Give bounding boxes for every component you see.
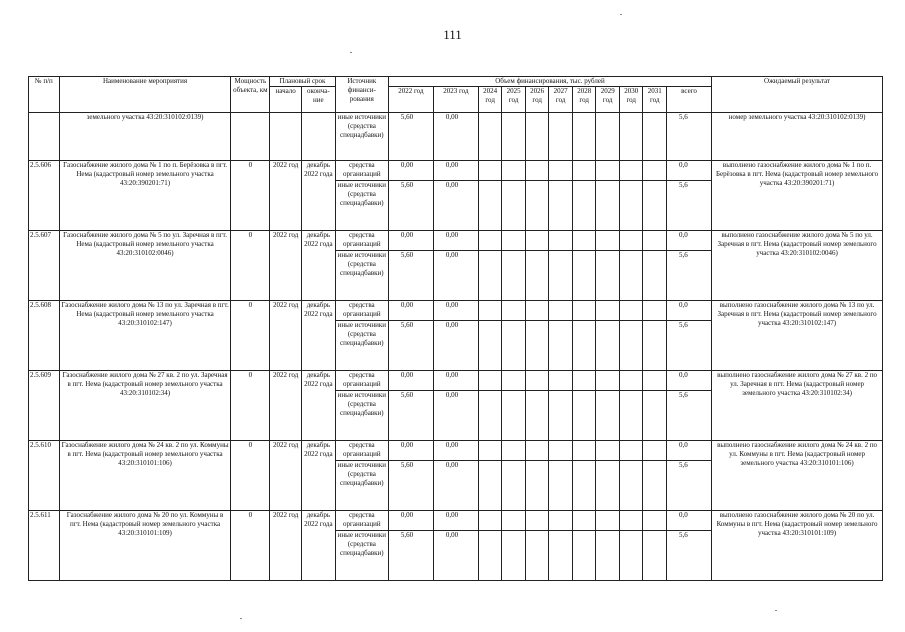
cell-2022: 5,60: [388, 321, 433, 371]
cell-2023: 0,00: [433, 441, 478, 461]
row-end: декабрь 2022 года: [301, 231, 335, 301]
row-name: Газоснабжение жилого дома № 13 по ул. Заречная в пгт. Нема (кадастровый номер земельного участка 43:20:310102:147): [59, 301, 231, 371]
table-body: [29, 113, 883, 581]
cell-2023: 0,00: [433, 531, 478, 581]
cell-total: 0,0: [667, 231, 712, 251]
cell-2022: 5,60: [388, 391, 433, 441]
cell-total: 5,6: [667, 461, 712, 511]
cell-total: 0,0: [667, 301, 712, 321]
header-year: 2031 год: [643, 87, 667, 113]
header-end: оконча-ние: [301, 87, 335, 113]
source-org: средства организаций: [335, 161, 388, 181]
continuation-row: [29, 113, 883, 161]
row-start: 2022 год: [270, 161, 302, 231]
row-start: 2022 год: [270, 301, 302, 371]
row-source: иные источники (средства спецнадбавки): [335, 113, 388, 161]
header-year: 2026 год: [525, 87, 549, 113]
scan-speck: [775, 610, 777, 611]
cell-2022: 5,60: [388, 181, 433, 231]
header-year: 2023 год: [433, 87, 478, 113]
row-result: выполнено газоснабжение жилого дома № 1 по п. Берёзовка в пгт. Нема (кадастровый номер земельного участка 43:20:390201:71): [712, 161, 883, 231]
row-number: 2.5.610: [29, 441, 60, 511]
cell-total: 5,6: [667, 531, 712, 581]
header-year: 2025 год: [502, 87, 526, 113]
cell-2022: 5,60: [388, 531, 433, 581]
scan-speck: [620, 14, 622, 15]
row-number: 2.5.608: [29, 301, 60, 371]
header-year: 2030 год: [619, 87, 643, 113]
row-number: 2.5.606: [29, 161, 60, 231]
row-result: выполнено газоснабжение жилого дома № 13 по ул. Заречная в пгт. Нема (кадастровый номер земельного участка 43:20:310102:147): [712, 301, 883, 371]
cell-2022: 0,00: [388, 301, 433, 321]
row-name: Газоснабжение жилого дома № 5 по ул. Заречная в пгт. Нема (кадастровый номер земельного участка 43:20:310102:0046): [59, 231, 231, 301]
table-row: [29, 161, 883, 181]
source-org: средства организаций: [335, 511, 388, 531]
table-row: [29, 231, 883, 251]
source-org: средства организаций: [335, 371, 388, 391]
cell-2022: 5,60: [388, 113, 433, 161]
row-power: 0: [231, 511, 270, 581]
cell-2023: 0,00: [433, 251, 478, 301]
cell-2023: 0,00: [433, 461, 478, 511]
row-start: 2022 год: [270, 511, 302, 581]
cell-2022: 0,00: [388, 231, 433, 251]
row-result: выполнено газоснабжение жилого дома № 20 по ул. Коммуны в пгт. Нема (кадастровый номер земельного участка 43:20:310101:109): [712, 511, 883, 581]
row-result: выполнено газоснабжение жилого дома № 27 кв. 2 по ул. Заречная в пгт. Нема (кадастровый номер земельного участка 43:20:310102:34): [712, 371, 883, 441]
row-end: декабрь 2022 года: [301, 371, 335, 441]
cell-2022: 0,00: [388, 511, 433, 531]
row-number: 2.5.607: [29, 231, 60, 301]
source-org: средства организаций: [335, 231, 388, 251]
row-start: 2022 год: [270, 441, 302, 511]
cell-total: 0,0: [667, 511, 712, 531]
financing-table: [28, 76, 883, 581]
cell-total: 5,6: [667, 391, 712, 441]
header-year: 2027 год: [549, 87, 573, 113]
header-name: Наименование мероприятия: [59, 77, 231, 113]
cell-2023: 0,00: [433, 511, 478, 531]
page-number: 111: [443, 27, 462, 42]
cell-2022: 5,60: [388, 461, 433, 511]
cell-2023: 0,00: [433, 113, 478, 161]
source-other: иные источники (средства спецнадбавки): [335, 321, 388, 371]
row-power: 0: [231, 231, 270, 301]
header-power: Мощность объекта, км: [231, 77, 270, 113]
table-row: [29, 441, 883, 461]
cell-total: 5,6: [667, 113, 712, 161]
cell-2023: 0,00: [433, 161, 478, 181]
row-result: номер земельного участка 43:20:310102:0139): [712, 113, 883, 161]
cell-2022: 0,00: [388, 161, 433, 181]
table-row: [29, 301, 883, 321]
scan-speck: [350, 52, 352, 53]
table-header: [29, 77, 883, 113]
header-source: Источник финанси-рования: [335, 77, 388, 113]
cell-2022: 5,60: [388, 251, 433, 301]
row-start: 2022 год: [270, 371, 302, 441]
source-other: иные источники (средства спецнадбавки): [335, 251, 388, 301]
cell-2023: 0,00: [433, 371, 478, 391]
row-end: декабрь 2022 года: [301, 441, 335, 511]
row-name: Газоснабжение жилого дома № 27 кв. 2 по ул. Заречная в пгт. Нема (кадастровый номер земельного участка 43:20:310102:34): [59, 371, 231, 441]
cell-2023: 0,00: [433, 391, 478, 441]
header-year: 2029 год: [596, 87, 620, 113]
row-number: 2.5.611: [29, 511, 60, 581]
scan-speck: [240, 618, 242, 619]
cell-2022: 0,00: [388, 441, 433, 461]
source-org: средства организаций: [335, 301, 388, 321]
source-other: иные источники (средства спецнадбавки): [335, 461, 388, 511]
header-num: № п/п: [29, 77, 60, 113]
cell-2023: 0,00: [433, 231, 478, 251]
table-row: [29, 511, 883, 531]
cell-total: 0,0: [667, 441, 712, 461]
cell-total: 5,6: [667, 321, 712, 371]
row-result: выполнено газоснабжение жилого дома № 24 кв. 2 по ул. Коммуны в пгт. Нема (кадастровый номер земельного участка 43:20:310101:106): [712, 441, 883, 511]
row-power: 0: [231, 441, 270, 511]
cell-total: 5,6: [667, 181, 712, 231]
row-end: декабрь 2022 года: [301, 301, 335, 371]
source-other: иные источники (средства спецнадбавки): [335, 531, 388, 581]
header-total: всего: [667, 87, 712, 113]
source-other: иные источники (средства спецнадбавки): [335, 181, 388, 231]
cell-total: 0,0: [667, 371, 712, 391]
row-name: Газоснабжение жилого дома № 20 по ул. Коммуны в пгт. Нема (кадастровый номер земельного участка 43:20:310101:109): [59, 511, 231, 581]
cell-2023: 0,00: [433, 181, 478, 231]
row-name: Газоснабжение жилого дома № 1 по п. Берёзовка в пгт. Нема (кадастровый номер земельного участка 43:20:390201:71): [59, 161, 231, 231]
header-result: Ожидаемый результат: [712, 77, 883, 113]
cell-2022: 0,00: [388, 371, 433, 391]
source-org: средства организаций: [335, 441, 388, 461]
header-volume: Объем финансирования, тыс. рублей: [388, 77, 711, 87]
source-other: иные источники (средства спецнадбавки): [335, 391, 388, 441]
row-name: земельного участка 43:20:310102:0139): [59, 113, 231, 161]
row-power: 0: [231, 161, 270, 231]
row-end: декабрь 2022 года: [301, 161, 335, 231]
header-year: 2024 год: [478, 87, 502, 113]
cell-2023: 0,00: [433, 321, 478, 371]
row-power: 0: [231, 371, 270, 441]
row-result: выполнено газоснабжение жилого дома № 5 по ул. Заречная в пгт. Нема (кадастровый номер земельного участка 43:20:310102:0046): [712, 231, 883, 301]
cell-total: 5,6: [667, 251, 712, 301]
row-start: 2022 год: [270, 231, 302, 301]
header-year: 2028 год: [572, 87, 596, 113]
cell-total: 0,0: [667, 161, 712, 181]
table-row: [29, 371, 883, 391]
row-power: 0: [231, 301, 270, 371]
cell-2023: 0,00: [433, 301, 478, 321]
header-plan-period: Плановый срок: [270, 77, 335, 87]
header-year: 2022 год: [388, 87, 433, 113]
row-name: Газоснабжение жилого дома № 24 кв. 2 по ул. Коммуны в пгт. Нема (кадастровый номер земельного участка 43:20:310101:106): [59, 441, 231, 511]
header-start: начало: [270, 87, 302, 113]
row-end: декабрь 2022 года: [301, 511, 335, 581]
row-number: 2.5.609: [29, 371, 60, 441]
